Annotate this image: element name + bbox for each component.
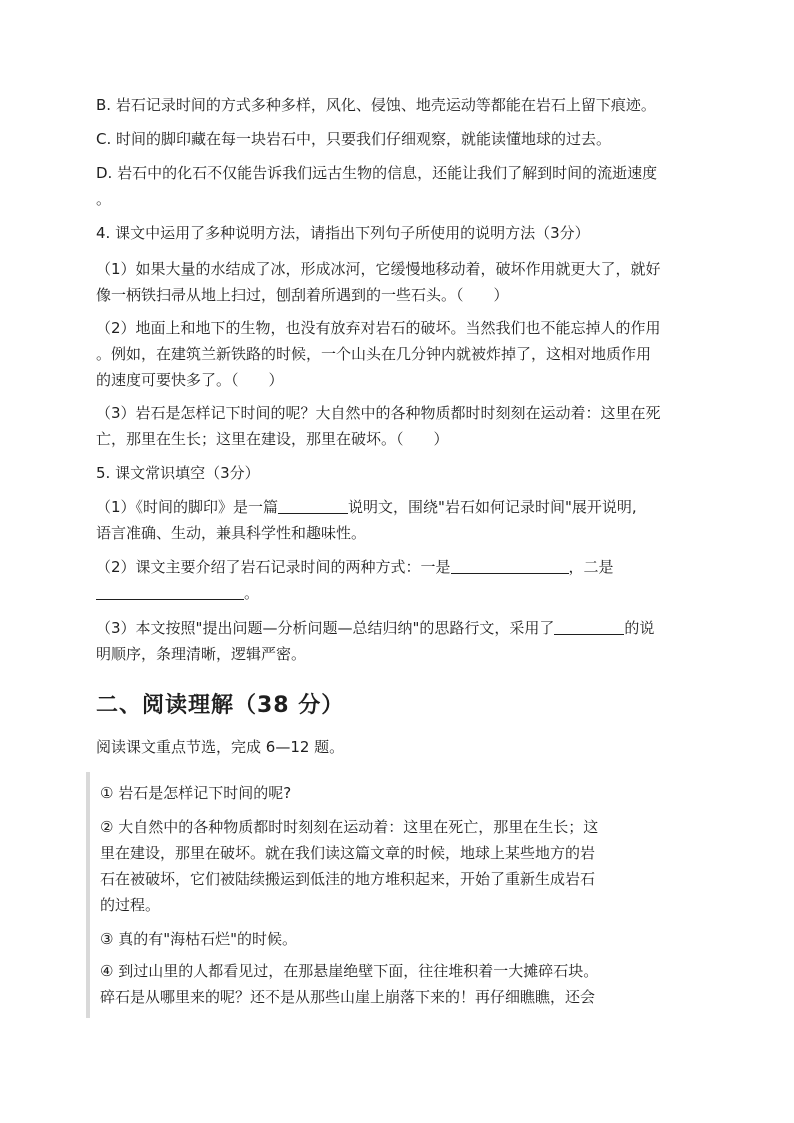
q5-stem: 5. 课文常识填空（3分） [96,464,260,482]
q3-option-b: B. 岩石记录时间的方式多种多样，风化、侵蚀、地壳运动等都能在岩石上留下痕迹。 [96,96,656,114]
fill-blank[interactable] [554,618,624,635]
excerpt-paragraph-1: ① 岩石是怎样记下时间的呢? [100,784,292,802]
excerpt-paragraph-2: ② 大自然中的各种物质都时时刻刻在运动着：这里在死亡，那里在生长；这 里在建设，那里在破坏。就在我们读这篇文章的时候，地球上某些地方的岩 石在被破坏，它们被陆续搬运到低洼的地方堆积起来，开始了重新生成岩石 的过程。 [100,818,599,914]
q5-item-1: （1）《时间的脚印》是一篇 说明文，围绕"岩石如何记录时间"展开说明, 语言准确、生动，兼具科学性和趣味性。 [96,498,637,542]
fill-blank[interactable] [278,497,348,514]
q4-stem: 4. 课文中运用了多种说明方法，请指出下列句子所使用的说明方法（3分） [96,224,590,242]
fill-blank[interactable] [96,583,244,600]
excerpt-blockquote [86,772,650,1018]
q3-option-c: C. 时间的脚印藏在每一块岩石中，只要我们仔细观察，就能读懂地球的过去。 [96,130,612,148]
q4-item-1: （1）如果大量的水结成了冰，形成冰河，它缓慢地移动着，破坏作用就更大了，就好 像一柄铁扫帚从地上扫过，刨刮着所遇到的一些石头。（ ） [96,260,661,304]
q4-item-2: （2）地面上和地下的生物，也没有放弃对岩石的破坏。当然我们也不能忘掉人的作用 。例如，在建筑兰新铁路的时候，一个山头在几分钟内就被炸掉了，这相对地质作用 的速度可要快多了。（ ） [96,319,661,389]
q4-item-3: （3）岩石是怎样记下时间的呢？大自然中的各种物质都时时刻刻在运动着：这里在死 亡，那里在生长；这里在建设，那里在破坏。（ ） [96,404,661,448]
q3-option-d: D. 岩石中的化石不仅能告诉我们远古生物的信息，还能让我们了解到时间的流逝速度 。 [96,164,658,208]
q5-item-2: （2）课文主要介绍了岩石记录时间的两种方式：一是 ，二是 。 [96,558,614,602]
section-intro: 阅读课文重点节选，完成 6—12 题。 [96,738,345,756]
fill-blank[interactable] [451,557,569,574]
q5-item-3: （3）本文按照"提出问题—分析问题—总结归纳"的思路行文，采用了 的说 明顺序，条理清晰，逻辑严密。 [96,619,655,663]
excerpt-paragraph-4: ④ 到过山里的人都看见过，在那悬崖绝壁下面，往往堆积着一大摊碎石块。 碎石是从哪里来的呢？还不是从那些山崖上崩落下来的！再仔细瞧瞧，还会 [100,962,599,1006]
excerpt-paragraph-3: ③ 真的有"海枯石烂"的时候。 [100,930,298,948]
section-heading: 二、阅读理解（38 分） [96,693,345,718]
